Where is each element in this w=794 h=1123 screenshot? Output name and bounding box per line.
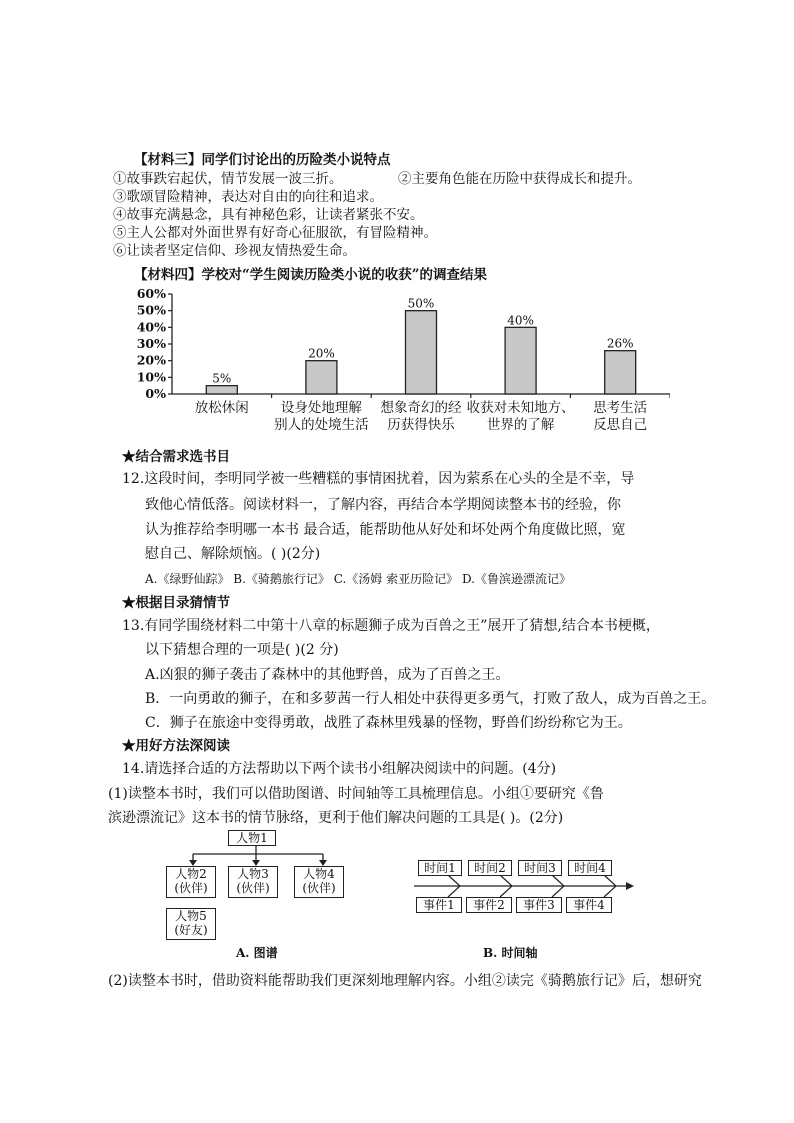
bar-value-label: 26%	[606, 336, 634, 351]
x-category-label: 设身处地理解	[280, 400, 362, 416]
q13-line-2: 以下猜想合理的一项是( )(2 分)	[145, 642, 339, 658]
material3-item-1: ①故事跌宕起伏，情节发展一波三折。	[113, 171, 343, 187]
survey-bar-chart	[100, 282, 670, 442]
material3-item-4: ④故事充满悬念，具有神秘色彩，让读者紧张不安。	[113, 207, 424, 223]
timeline-event-3: 事件3	[516, 897, 562, 913]
bar	[306, 361, 337, 394]
bar	[406, 311, 437, 394]
timeline-time-3: 时间3	[518, 860, 562, 876]
material3-item-2: ②主要角色能在历险中获得成长和提升。	[398, 171, 641, 187]
q12-line-4: 慰自己、解除烦恼。( )(2分)	[145, 546, 321, 562]
map-node-child-1: 人物2 (伙伴)	[166, 866, 216, 898]
timeline-event-4: 事件4	[566, 897, 612, 913]
timeline-time-2: 时间2	[468, 860, 512, 876]
section-title-guess-plot: ★根据目录猜情节	[122, 595, 230, 611]
x-category-label: 历获得快乐	[387, 417, 455, 433]
y-tick-label: 50%	[136, 302, 166, 318]
timeline-event-1: 事件1	[416, 897, 462, 913]
q13-option-b: B．一向勇敢的狮子，在和多萝茜一行人相处中获得更多勇气，打败了敌人，成为百兽之王。	[145, 691, 716, 707]
q12-line-1: 12.这段时间，李明同学被一些糟糕的事情困扰着，因为萦系在心头的全是不幸，导	[122, 471, 635, 487]
x-category-label: 世界的了解	[486, 417, 555, 433]
y-tick-label: 10%	[136, 369, 166, 385]
y-tick-label: 0%	[145, 386, 166, 401]
q14-sub2-line-1: (2)读整本书时，借助资料能帮助我们更深刻地理解内容。小组②读完《骑鹅旅行记》后，想研究	[108, 973, 702, 989]
material3-item-6: ⑥让读者坚定信仰、珍视友情热爱生命。	[113, 243, 356, 259]
bar	[206, 386, 237, 394]
q13-option-a: A.凶狠的狮子袭击了森林中的其他野兽，成为了百兽之王。	[145, 667, 510, 683]
bar	[605, 351, 636, 394]
bar-value-label: 20%	[308, 346, 335, 361]
section-title-select-book: ★结合需求选书目	[122, 449, 230, 465]
q12-options: A.《绿野仙踪》 B.《骑鹅旅行记》 C.《汤姆 索亚历险记》 D.《鲁滨逊漂流记》	[145, 572, 571, 586]
timeline-time-1: 时间1	[418, 860, 462, 876]
map-node-child-2: 人物3 (伙伴)	[228, 866, 278, 898]
x-category-label: 思考生活	[593, 400, 648, 416]
bar-value-label: 5%	[212, 371, 232, 386]
bar	[505, 327, 536, 394]
map-node-child-3: 人物4 (伙伴)	[294, 866, 344, 898]
timeline-time-4: 时间4	[568, 860, 612, 876]
y-tick-label: 20%	[136, 352, 166, 368]
y-tick-label: 30%	[136, 336, 166, 351]
q14-sub1-line-1: (1)读整本书时，我们可以借助图谱、时间轴等工具梳理信息。小组①要研究《鲁	[108, 786, 604, 802]
x-category-label: 想象奇幻的经	[380, 400, 462, 416]
y-tick-label: 40%	[136, 319, 166, 335]
y-tick-label: 60%	[136, 286, 166, 301]
q12-line-2: 致他心情低落。阅读材料一，了解内容，再结合本学期阅读整本书的经验，你	[145, 497, 621, 513]
x-category-label: 别人的处境生活	[274, 417, 369, 433]
diagram-b-caption: B. 时间轴	[483, 946, 538, 960]
material3-heading: 【材料三】同学们讨论出的历险类小说特点	[134, 152, 391, 168]
q13-option-c: C．狮子在旅途中变得勇敢，战胜了森林里残暴的怪物，野兽们纷纷称它为王。	[145, 715, 632, 731]
material3-item-3: ③歌颂冒险精神，表达对自由的向往和追求。	[113, 189, 383, 205]
q13-line-1: 13.有同学围绕材料二中第十八章的标题狮子成为百兽之王”展开了猜想,结合本书梗概，	[122, 618, 660, 634]
material3-item-5: ⑤主人公都对外面世界有好奇心征服欲，有冒险精神。	[113, 225, 437, 241]
x-category-label: 收获对未知地方、	[466, 400, 575, 416]
bar-value-label: 50%	[407, 296, 435, 311]
bar-value-label: 40%	[507, 313, 534, 328]
q14-sub1-line-2: 滨逊漂流记》这本书的情节脉络，更利于他们解决问题的工具是( )。(2分)	[108, 810, 564, 826]
x-category-label: 反思自己	[593, 417, 648, 433]
x-category-label: 放松休闲	[194, 400, 249, 416]
diagram-a-caption: A. 图谱	[236, 946, 278, 960]
material4-heading: 【材料四】学校对“学生阅读历险类小说的收获”的调查结果	[134, 267, 488, 283]
section-title-deep-reading: ★用好方法深阅读	[122, 738, 230, 754]
q14-intro: 14.请选择合适的方法帮助以下两个读书小组解决阅读中的问题。(4分)	[122, 761, 557, 777]
map-node-extra: 人物5 (好友)	[166, 908, 216, 940]
q12-line-3: 认为推荐给李明哪一本书 最合适，能帮助他从好处和坏处两个角度做比照，宽	[145, 522, 626, 538]
map-node-top: 人物1	[228, 830, 276, 846]
timeline-event-2: 事件2	[466, 897, 512, 913]
